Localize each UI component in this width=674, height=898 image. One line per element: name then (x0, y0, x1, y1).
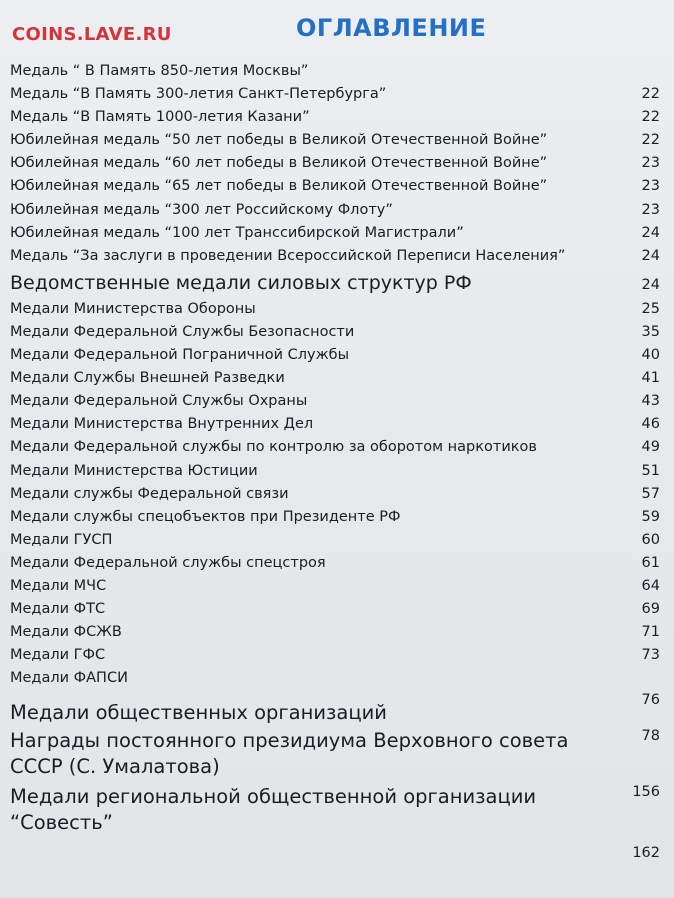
toc-entry-page: 49 (641, 439, 660, 456)
toc-entry-label: Медали ГФС (10, 647, 106, 664)
toc-entry-page: 22 (641, 86, 660, 103)
toc-entry-label: Медаль “За заслуги в проведении Всероссийской Переписи Населения” (10, 247, 566, 264)
toc-entry-label: Юбилейная медаль “300 лет Российскому Флоту” (10, 201, 393, 218)
toc-entry-page: 24 (641, 247, 660, 264)
toc-entry[interactable] (10, 152, 660, 175)
toc-entry-page: 23 (641, 155, 660, 172)
toc-entry-page: 25 (641, 300, 660, 317)
toc-entry[interactable] (10, 644, 660, 667)
toc-entry[interactable] (10, 367, 660, 390)
toc-entry[interactable] (10, 60, 660, 83)
toc-entry-page: 59 (641, 508, 660, 525)
toc-entry-page: 46 (641, 416, 660, 433)
toc-entry-page: 57 (641, 485, 660, 502)
toc-entry[interactable] (10, 222, 660, 245)
toc-entry-page: 24 (641, 224, 660, 241)
toc-entry-page: 162 (632, 845, 660, 862)
toc-entry-label: Медали ФАПСИ (10, 670, 128, 687)
section-heading-presidium: Награды постоянного президиума Верховного совета СССР (С. Умалатова) (10, 729, 569, 779)
toc-entry-label: Медали Службы Внешней Разведки (10, 370, 285, 387)
toc-entry[interactable] (10, 106, 660, 129)
toc-entry-label: Медали Федеральной Службы Безопасности (10, 323, 355, 340)
toc-entry-label: Юбилейная медаль “50 лет победы в Великой Отечественной Войне” (10, 132, 548, 149)
section-heading-power: Ведомственные медали силовых структур РФ (10, 271, 472, 294)
section-heading-sovest: Медали региональной общественной организации “Совесть” (10, 785, 537, 835)
toc-entry-label: Юбилейная медаль “65 лет победы в Великой Отечественной Войне” (10, 178, 548, 195)
toc-entry-page: 35 (641, 323, 660, 340)
site-watermark: COINS.LAVE.RU (12, 24, 172, 45)
toc-section-presidium[interactable] (10, 728, 660, 780)
toc-entry-page: 78 (641, 728, 660, 745)
toc-entry[interactable] (10, 842, 660, 865)
toc-entry-label: Медали службы Федеральной связи (10, 485, 289, 502)
toc-entry[interactable] (10, 598, 660, 621)
toc-entry-page: 71 (641, 624, 660, 641)
toc-entry-page: 61 (641, 554, 660, 571)
toc-entry[interactable] (10, 321, 660, 344)
toc-entry-page: 40 (641, 347, 660, 364)
toc-entry-page: 24 (641, 276, 660, 293)
page-title: ОГЛАВЛЕНИЕ (296, 14, 487, 42)
toc-entry-label: Медали Федеральной Службы Охраны (10, 393, 308, 410)
toc-entry[interactable] (10, 667, 660, 690)
toc-entry[interactable] (10, 390, 660, 413)
toc-entry-label: Юбилейная медаль “100 лет Транссибирской Магистрали” (10, 224, 464, 241)
toc-entry[interactable] (10, 436, 660, 459)
toc-entry-page: 60 (641, 531, 660, 548)
toc-entry-label: Медали ГУСП (10, 531, 113, 548)
toc-entry-label: Медали Федеральной Пограничной Службы (10, 347, 350, 364)
toc-entry-page: 64 (641, 577, 660, 594)
toc-entry-page: 156 (632, 784, 660, 801)
toc-entry-label: Медаль “В Память 1000-летия Казани” (10, 109, 310, 126)
toc-section-heading[interactable] (10, 268, 660, 298)
toc-entry[interactable] (10, 298, 660, 321)
toc-entry[interactable] (10, 245, 660, 268)
toc-entry[interactable] (10, 83, 660, 106)
toc-entry-label: Медаль “В Память 300-летия Санкт-Петербурга” (10, 86, 387, 103)
toc-section-sovest[interactable] (10, 784, 660, 836)
toc-entry-label: Медали Министерства Юстиции (10, 462, 258, 479)
toc-entry-label: Медаль “ В Память 850-летия Москвы” (10, 63, 309, 79)
toc-entry-label: Медали Министерства Внутренних Дел (10, 416, 314, 433)
toc-entry[interactable] (10, 529, 660, 552)
toc-entry[interactable] (10, 344, 660, 367)
toc-entry[interactable] (10, 483, 660, 506)
section-heading-public: Медали общественных организаций (10, 701, 387, 725)
toc-section-public[interactable] (10, 692, 660, 726)
toc-entry[interactable] (10, 129, 660, 152)
toc-entry[interactable] (10, 621, 660, 644)
toc-entry-page: 51 (641, 462, 660, 479)
toc-entry-page: 69 (641, 601, 660, 618)
toc-entry-label: Медали Федеральной службы по контролю за оборотом наркотиков (10, 439, 537, 456)
toc-entry-label: Медали Министерства Обороны (10, 300, 256, 317)
toc-entry[interactable] (10, 575, 660, 598)
toc-entry-label: Медали МЧС (10, 577, 107, 594)
toc-entry[interactable] (10, 506, 660, 529)
toc-entry-page: 73 (641, 647, 660, 664)
toc-entry[interactable] (10, 413, 660, 436)
toc-entry[interactable] (10, 552, 660, 575)
toc-entry-label: Медали службы спецобъектов при Президенте РФ (10, 508, 401, 525)
toc-entry-label: Юбилейная медаль “60 лет победы в Великой Отечественной Войне” (10, 155, 548, 172)
toc-entry-label: Медали Федеральной службы спецстроя (10, 554, 326, 571)
toc-entry[interactable] (10, 199, 660, 222)
toc-entry-page: 23 (641, 178, 660, 195)
table-of-contents (10, 60, 660, 866)
toc-entry-label: Медали ФТС (10, 601, 106, 618)
toc-entry-page: 22 (641, 132, 660, 149)
toc-entry[interactable] (10, 175, 660, 198)
toc-entry-page: 76 (641, 692, 660, 709)
toc-entry-page: 23 (641, 201, 660, 218)
toc-entry-page: 43 (641, 393, 660, 410)
toc-entry[interactable] (10, 460, 660, 483)
toc-entry-page: 22 (641, 109, 660, 126)
toc-entry-label: Медали ФСЖВ (10, 624, 122, 641)
toc-entry-page: 41 (641, 370, 660, 387)
